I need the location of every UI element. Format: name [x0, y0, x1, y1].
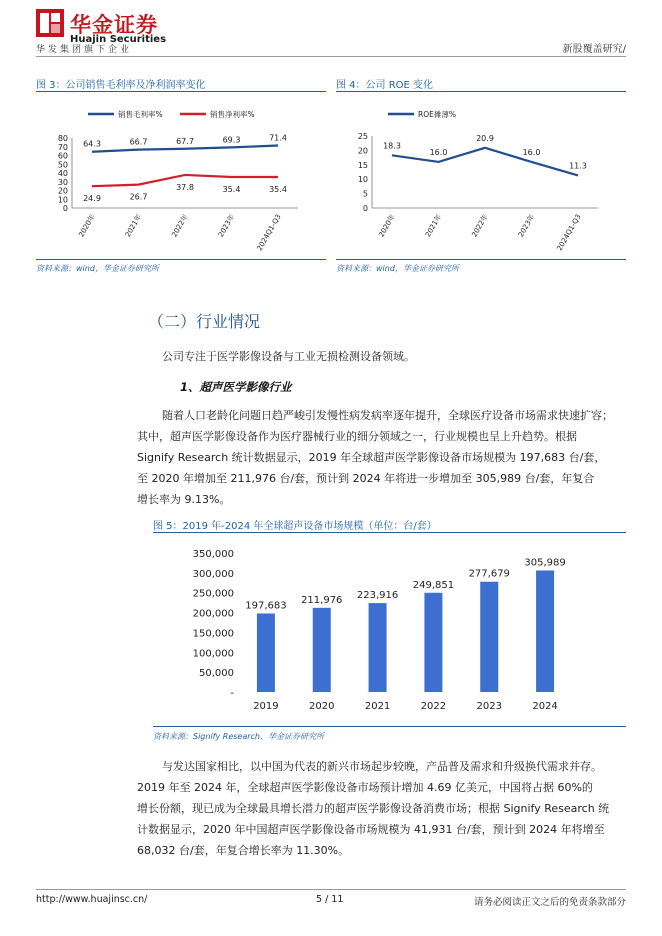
figure4-title: 图 4：公司 ROE 变化 [336, 80, 434, 91]
x-tick-label: 2023年 [516, 213, 537, 239]
figure4-source: 资料来源：wind，华金证券研究所 [336, 264, 459, 273]
y-tick-label: 70 [57, 142, 68, 152]
data-label: 67.7 [176, 136, 194, 146]
x-tick-label: 2024Q1-Q3 [555, 213, 583, 253]
bar [424, 593, 442, 692]
y-tick-label: 40 [57, 169, 68, 178]
x-tick-label: 2024Q1-Q3 [255, 213, 283, 253]
data-label: 35.4 [222, 185, 241, 195]
data-label: 305,989 [524, 557, 566, 569]
figure3-top-rule [36, 91, 326, 92]
y-tick-label: 25 [357, 132, 368, 141]
disclaimer-note: 请务必阅读正文之后的免责条款部分 [473, 897, 626, 908]
x-tick-label: 2020年 [377, 213, 397, 239]
x-tick-label: 2023 [476, 701, 502, 712]
bar [536, 570, 554, 692]
legend-label: ROE摊薄% [418, 110, 456, 119]
y-tick-label: 20 [57, 186, 68, 196]
figure4-bottom-rule [336, 259, 626, 260]
logo-mark-icon [36, 9, 64, 37]
bar [313, 608, 331, 692]
y-tick-label: 80 [57, 134, 68, 143]
data-label: 66.7 [129, 137, 148, 147]
para1-line: 随着人口老龄化问题日趋严峻引发慢性病发病率逐年提升，全球医疗设备市场需求快速扩容； [162, 409, 613, 422]
data-label: 69.3 [222, 135, 241, 145]
footer-divider [36, 889, 626, 890]
x-tick-label: 2022年 [470, 213, 490, 239]
y-tick-label: 0 [362, 204, 368, 213]
para2-line: 增长份额，现已成为全球最具增长潜力的超声医学影像设备消费市场；根据 Signify Research 统 [137, 802, 610, 815]
para1-line: 至 2020 年增加至 211,976 台/套，预计到 2024 年将进一步增加至 305,989 台/套，年复合 [137, 472, 595, 485]
figure3-title: 图 3：公司销售毛利率及净利润率变化 [36, 80, 206, 91]
para2-line: 计数据显示，2020 年中国超声医学影像设备市场规模为 41,931 台/套，预计到 2024 年将增至 [137, 823, 605, 836]
y-tick-label: 10 [357, 175, 368, 185]
figure5-source: 资料来源：Signify Research、华金证券研究所 [153, 732, 324, 741]
intro-paragraph: 公司专注于医学影像设备与工业无损检测设备领域。 [162, 350, 415, 363]
data-label: 16.0 [429, 147, 448, 157]
y-tick-label: 250,000 [192, 588, 234, 600]
series-line [92, 146, 278, 152]
x-tick-label: 2023年 [216, 213, 237, 239]
para2-line: 68,032 台/套，年复合增长率为 11.30%。 [137, 844, 350, 857]
figure3-source: 资料来源：wind，华金证券研究所 [36, 264, 159, 273]
figure4-top-rule [336, 91, 626, 92]
logo-en-text: Huajin Securities [70, 34, 167, 45]
x-tick-label: 2019 [253, 701, 279, 712]
y-tick-label: 50,000 [199, 668, 234, 680]
y-tick-label: 50 [57, 160, 68, 170]
subsection-title: 1、超声医学影像行业 [180, 380, 292, 394]
series-line [392, 148, 578, 176]
header-divider [36, 56, 626, 57]
bar [257, 613, 275, 692]
y-tick-label: 60 [57, 151, 68, 161]
bar [480, 582, 498, 692]
para1-line: 增长率为 9.13%。 [137, 493, 231, 506]
y-tick-label: 10 [57, 195, 68, 205]
data-label: 277,679 [468, 568, 510, 580]
data-label: 24.9 [83, 194, 101, 204]
logo-cn-text: 华金证券 [70, 13, 158, 37]
y-tick-label: 300,000 [192, 568, 234, 580]
data-label: 223,916 [356, 590, 399, 602]
footer-url: http://www.huajinsc.cn/ [36, 894, 148, 905]
section-title: （二）行业情况 [148, 312, 261, 331]
data-label: 26.7 [129, 192, 148, 202]
x-tick-label: 2020 [309, 701, 335, 712]
x-tick-label: 2022 [420, 701, 447, 712]
x-tick-label: 2022年 [170, 213, 190, 239]
y-tick-label: - [230, 688, 234, 699]
x-tick-label: 2024 [532, 701, 558, 712]
data-label: 11.3 [569, 161, 587, 171]
data-label: 37.8 [176, 182, 194, 192]
figure5-chart [153, 540, 626, 725]
data-label: 64.3 [83, 139, 101, 149]
y-tick-label: 350,000 [192, 549, 234, 560]
y-tick-label: 0 [62, 204, 68, 213]
figure4-chart [336, 100, 626, 260]
legend-label: 销售毛利率% [118, 110, 163, 119]
data-label: 211,976 [301, 594, 343, 606]
logo-subtitle: 华发集团旗下企业 [36, 45, 133, 55]
data-label: 249,851 [412, 579, 455, 591]
legend-label: 销售净利率% [210, 110, 255, 119]
x-tick-label: 2020年 [77, 213, 97, 239]
figure5-top-rule [153, 532, 626, 533]
x-tick-label: 2021年 [423, 213, 444, 239]
para2-line: 与发达国家相比，以中国为代表的新兴市场起步较晚，产品普及需求和升级换代需求并存。 [162, 760, 602, 773]
y-tick-label: 30 [57, 177, 68, 187]
y-tick-label: 15 [357, 160, 368, 170]
data-label: 18.3 [383, 141, 401, 151]
x-tick-label: 2021 [364, 701, 391, 712]
y-tick-label: 200,000 [192, 608, 234, 620]
para2-line: 2019 年至 2024 年，全球超声医学影像设备市场预计增加 4.69 亿美元，中国将占据 60%的 [137, 781, 593, 794]
x-tick-label: 2021年 [123, 213, 144, 239]
report-section-tag: 新股覆盖研究/ [562, 44, 626, 55]
figure5-bottom-rule [153, 726, 626, 727]
figure3-bottom-rule [36, 259, 326, 260]
figure3-chart [36, 100, 326, 260]
bar [369, 603, 387, 692]
figure5-title: 图 5：2019 年-2024 年全球超声设备市场规模（单位：台/套） [153, 521, 437, 532]
page-number: 5 / 11 [316, 894, 344, 905]
y-tick-label: 150,000 [192, 628, 234, 640]
para1-line: Signify Research 统计数据显示，2019 年全球超声医学影像设备市场规模为 197,683 台/套， [137, 451, 606, 464]
data-label: 35.4 [269, 185, 287, 195]
data-label: 197,683 [245, 600, 287, 612]
data-label: 16.0 [522, 147, 541, 157]
data-label: 71.4 [269, 133, 287, 143]
data-label: 20.9 [476, 133, 494, 143]
y-tick-label: 20 [357, 146, 368, 156]
para1-line: 其中，超声医学影像设备作为医疗器械行业的细分领域之一，行业规模也呈上升趋势。根据 [137, 430, 577, 443]
y-tick-label: 100,000 [192, 648, 234, 660]
y-tick-label: 5 [362, 189, 368, 199]
